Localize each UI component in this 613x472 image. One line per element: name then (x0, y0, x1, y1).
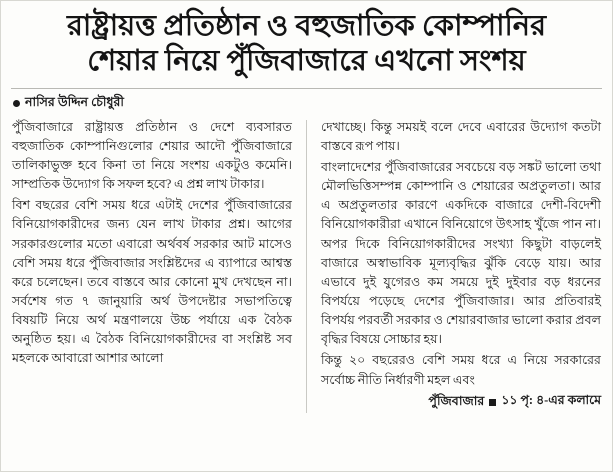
article-column-right (321, 118, 601, 413)
column-divider (306, 120, 307, 413)
page-title (1, 1, 612, 80)
byline (13, 94, 612, 114)
continuation-note (321, 392, 601, 413)
paragraph: পুঁজিবাজারে রাষ্ট্রায়ত্ত প্রতিষ্ঠান ও দেশে ব্যবসারত বহুজাতিক কোম্পানিগুলোর শেয়ার আদৌ পুঁজিবাজারে তালিকাভুক্ত হবে কিনা তা নিয়ে সংশয় একটুও কমেনি। সাম্প্রতিক উদ্যোগ কি সফল হবে? এ প্রশ্ন লাখ টাকার। (12, 119, 292, 192)
paragraph: বিশ বছরের বেশি সময় ধরে এটাই দেশের পুঁজিবাজারের বিনিয়োগকারীদের জন্য যেন লাখ টাকার প্রশ্ন। আগের সরকারগুলোর মতো এবারো অর্থবর্ষ সরকার আট মাসেও বেশি সময় ধরে পুঁজিবাজার সংশ্লিষ্টদের এ ব্যাপারে আশ্বস্ত করে চলেছেন। তবে বাস্তবে আর কোনো মুখ দেখছেন না। সর্বশেষ গত ৭ জানুয়ারি অর্থ উপদেষ্টার সভাপতিত্বে বিষয়টি নিয়ে অর্থ মন্ত্রণালয়ে উচ্চ পর্যায়ে এক বৈঠক অনুষ্ঠিত হয়। এ বৈঠক বিনিয়োগকারীদের বা সংশ্লিষ্ট সব মহলকে আবারো আশার আলো (12, 198, 292, 366)
continuation-label: ১১ পৃ: ৪-এর কলামে (501, 393, 601, 408)
byline-author: নাসির উদ্দিন চৌধুরী (25, 94, 124, 109)
paragraph: বাংলাদেশের পুঁজিবাজারের সবচেয়ে বড় সঙ্কট ভালো তথা মৌলভিত্তিসম্পন্ন কোম্পানি ও শেয়ারের অপ্রতুলতা। আর এ অপ্রতুলতার কারণে একদিকে বাজারে দেশী-বিদেশী বিনিয়োগকারীরা এখানে বিনিয়োগে উৎসাহ খুঁজে পান না। অপর দিকে বিনিয়োগকারীদের সংখ্যা কিছুটা বাড়লেই বাজারে অস্বাভাবিক মূল্যবৃদ্ধির ঝুঁকি বেড়ে যায়। আর এভাবে দুই যুগেরও কম সময়ে দুই দুইবার বড় ধরনের বিপর্যয়ে পড়েছে দেশের পুঁজিবাজার। আর প্রতিবারই বিপর্যয় পরবর্তী সরকার ও শেয়ারবাজার ভালো করার প্রবল বৃদ্ধির বিষয়ে সোচ্চার হয়। (321, 160, 601, 347)
continuation-tail-text: পুঁজিবাজার (428, 393, 485, 408)
square-bullet-icon (489, 399, 496, 406)
paragraph: দেখাচ্ছে। কিন্তু সময়ই বলে দেবে এবারের উদ্যোগ কতটা বাস্তবে রূপ পায়। (321, 119, 601, 153)
article-column-left (12, 118, 292, 413)
headline-line-2: শেয়ার নিয়ে পুঁজিবাজারে এখনো সংশয় (87, 45, 526, 78)
bullet-icon (13, 100, 20, 107)
headline-divider (11, 88, 602, 89)
paragraph: কিন্তু ২০ বছরেরও বেশি সময় ধরে এ নিয়ে সরকারের সর্বোচ্চ নীতি নির্ধারণী মহল এবং (321, 353, 601, 387)
headline-line-1: রাষ্ট্রায়ত্ত প্রতিষ্ঠান ও বহুজাতিক কোম্পানির (66, 10, 547, 42)
article-columns (1, 118, 612, 419)
